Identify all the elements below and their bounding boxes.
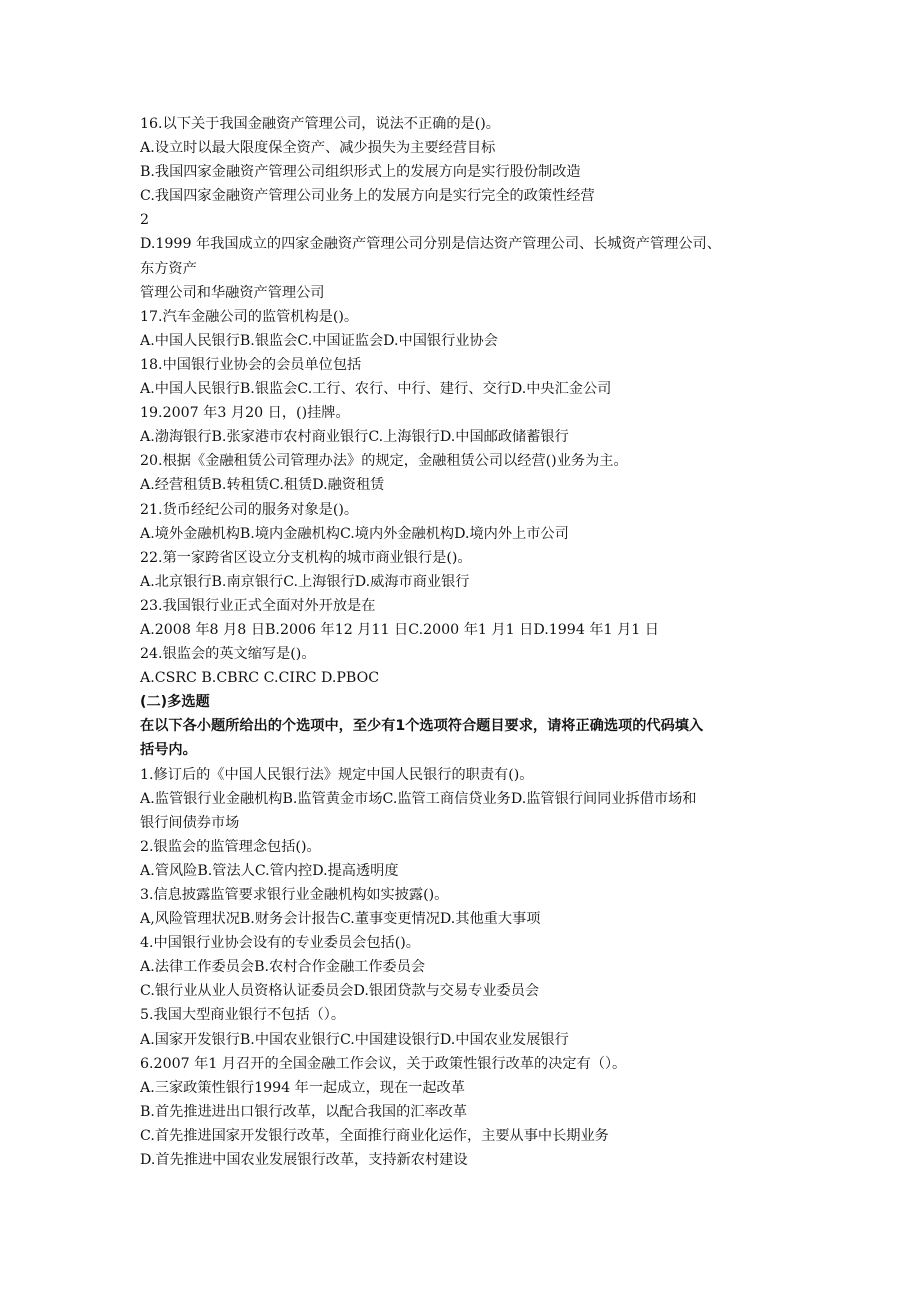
- text-line: 1.修订后的《中国人民银行法》规定中国人民银行的职责有()。: [140, 766, 534, 783]
- text-line: A.中国人民银行B.银监会C.中国证监会D.中国银行业协会: [140, 332, 498, 349]
- text-line: 6.2007 年1 月召开的全国金融工作会议，关于政策性银行改革的决定有（）。: [140, 1055, 627, 1072]
- text-line: A.法律工作委员会B.农村合作金融工作委员会: [140, 959, 426, 976]
- text-line: A.CSRC B.CBRC C.CIRC D.PBOC: [140, 670, 380, 687]
- text-line: 银行间债券市场: [140, 814, 240, 831]
- text-line: D.1999 年我国成立的四家金融资产管理公司分别是信达资产管理公司、长城资产管理公司、: [140, 236, 721, 253]
- text-line: A.经营租赁B.转租赁C.租赁D.融资租赁: [140, 477, 385, 494]
- text-line: 24.银监会的英文缩写是()。: [140, 646, 316, 663]
- text-line: A.境外金融机构B.境内金融机构C.境内外金融机构D.境内外上市公司: [140, 525, 569, 542]
- text-line: 2: [140, 212, 150, 229]
- section-heading-line: 括号内。: [140, 742, 197, 759]
- text-line: 23.我国银行业正式全面对外开放是在: [140, 597, 376, 614]
- text-line: A.监管银行业金融机构B.监管黄金市场C.监管工商信贷业务D.监管银行间同业拆借市场和: [140, 790, 697, 807]
- text-line: D.首先推进中国农业发展银行改革，支持新农村建设: [140, 1152, 468, 1169]
- text-line: A.管风险B.管法人C.管内控D.提高透明度: [140, 862, 399, 879]
- text-line: B.我国四家金融资产管理公司组织形式上的发展方向是实行股份制改造: [140, 164, 581, 181]
- text-line: 5.我国大型商业银行不包括（）。: [140, 1007, 346, 1024]
- text-line: 18.中国银行业协会的会员单位包括: [140, 356, 362, 373]
- text-line: A.2008 年8 月8 日B.2006 年12 月11 日C.2000 年1 月1 日D.1994 年1 月1 日: [140, 621, 659, 638]
- section-heading-line: (二)多选题: [140, 694, 210, 711]
- text-line: A.设立时以最大限度保全资产、减少损失为主要经营目标: [140, 140, 496, 157]
- text-line: B.首先推进进出口银行改革，以配合我国的汇率改革: [140, 1103, 468, 1120]
- text-line: 东方资产: [140, 260, 197, 277]
- text-line: 2.银监会的监管理念包括()。: [140, 838, 321, 855]
- text-line: 3.信息披露监管要求银行业金融机构如实披露()。: [140, 887, 449, 903]
- text-line: C.银行业从业人员资格认证委员会D.银团贷款与交易专业委员会: [140, 983, 540, 1000]
- section-heading-line: 在以下各小题所给出的个选项中，至少有1个选项符合题目要求，请将正确选项的代码填入: [140, 718, 704, 735]
- text-line: C.我国四家金融资产管理公司业务上的发展方向是实行完全的政策性经营: [140, 188, 595, 205]
- document-body: [140, 112, 790, 1172]
- text-line: 管理公司和华融资产管理公司: [140, 284, 325, 301]
- text-line: A.国家开发银行B.中国农业银行C.中国建设银行D.中国农业发展银行: [140, 1031, 569, 1048]
- text-line: 20.根据《金融租赁公司管理办法》的规定，金融租赁公司以经营()业务为主。: [140, 453, 628, 470]
- text-line: 22.第一家跨省区设立分支机构的城市商业银行是()。: [140, 549, 472, 566]
- text-line: 4.中国银行业协会设有的专业委员会包括()。: [140, 935, 420, 952]
- text-line: A.中国人民银行B.银监会C.工行、农行、中行、建行、交行D.中央汇金公司: [140, 381, 612, 398]
- text-line: A.渤海银行B.张家港市农村商业银行C.上海银行D.中国邮政储蓄银行: [140, 429, 569, 446]
- text-line: 17.汽车金融公司的监管机构是()。: [140, 308, 359, 325]
- text-line: A.三家政策性银行1994 年一起成立，现在一起改革: [140, 1079, 465, 1096]
- text-line: 16.以下关于我国金融资产管理公司，说法不正确的是()。: [140, 116, 500, 132]
- text-line: C.首先推进国家开发银行改革，全面推行商业化运作，主要从事中长期业务: [140, 1127, 609, 1144]
- text-line: A.北京银行B.南京银行C.上海银行D.威海市商业银行: [140, 573, 470, 590]
- text-line: 19.2007 年3 月20 日，()挂牌。: [140, 405, 350, 422]
- text-line: A,风险管理状况B.财务会计报告C.董事变更情况D.其他重大事项: [140, 911, 541, 928]
- text-line: 21.货币经纪公司的服务对象是()。: [140, 501, 359, 518]
